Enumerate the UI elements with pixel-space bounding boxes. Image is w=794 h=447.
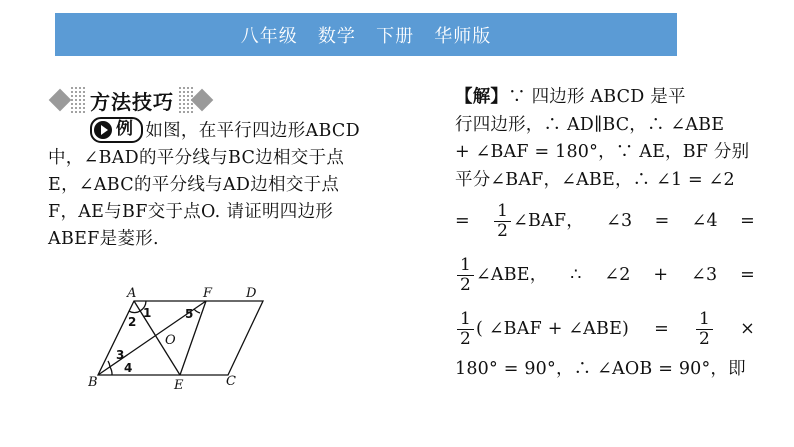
angle-arc [108, 361, 110, 367]
parallelogram-abcd [98, 301, 263, 375]
section-tag [50, 86, 214, 114]
angle-label: 3 [116, 348, 125, 362]
solution-line: 平分∠BAF，∠ABE，∴ ∠1 = ∠2 [455, 169, 735, 190]
point-label: C [226, 374, 236, 389]
point-label: F [203, 286, 213, 301]
header-banner [55, 13, 677, 56]
parallelogram-diagram [88, 283, 268, 395]
diamond-icon [191, 89, 214, 112]
point-label: O [165, 333, 176, 348]
solution-label: 【解】 [455, 87, 509, 107]
solution-line: $\frac{1}{2}$ ∠ABE， ∴ ∠2 + ∠3 = [455, 248, 755, 302]
solution-line: + ∠BAF = 180°，∵ AE，BF 分别 [455, 142, 750, 162]
solution-line: 180° = 90°，∴ ∠AOB = 90°，即 [455, 359, 746, 379]
play-icon [94, 121, 112, 139]
fraction-half: $\frac{1}{2}$ [457, 310, 474, 349]
example-badge [90, 117, 143, 143]
fraction-half: $\frac{1}{2}$ [457, 256, 474, 295]
angle-arc [110, 367, 112, 375]
example-badge-label: 例 [116, 119, 134, 139]
point-label: B [88, 375, 98, 390]
problem-text: 如图，在平行四边形ABCD中，∠BAD的平分线与BC边相交于点E，∠ABC的平分线与AD边相交于点F，AE与BF交于点O. 请证明四边形ABEF是菱形. [48, 121, 360, 249]
solution-line: ∵ 四边形 ABCD 是平 [508, 87, 686, 107]
solution-line: = $\frac{1}{2}$ ∠BAF， ∠3 = ∠4 = [455, 200, 755, 241]
angle-label: 1 [143, 306, 152, 320]
angle-label: 5 [185, 307, 194, 321]
solution-line: 行四边形，∴ AD∥BC，∴ ∠ABE [455, 114, 725, 135]
section-label-box [70, 86, 194, 114]
header-title: 八年级 数学 下册 华师版 [240, 25, 492, 47]
angle-arc [129, 311, 140, 313]
solution-line: $\frac{1}{2}$ ( ∠BAF + ∠ABE) = $\frac{1}{2}$ × [455, 302, 755, 356]
problem-text-block [48, 118, 360, 253]
angle-arc [194, 309, 200, 313]
diamond-icon [49, 89, 72, 112]
point-label: E [174, 378, 184, 393]
solution-block [455, 84, 755, 384]
fraction-half: $\frac{1}{2}$ [696, 310, 713, 349]
fraction-half: $\frac{1}{2}$ [494, 202, 511, 241]
angle-label: 2 [128, 315, 137, 329]
section-label: 方法技巧 [87, 86, 177, 115]
point-label: D [246, 286, 257, 301]
point-label: A [127, 286, 137, 301]
angle-label: 4 [124, 361, 133, 375]
